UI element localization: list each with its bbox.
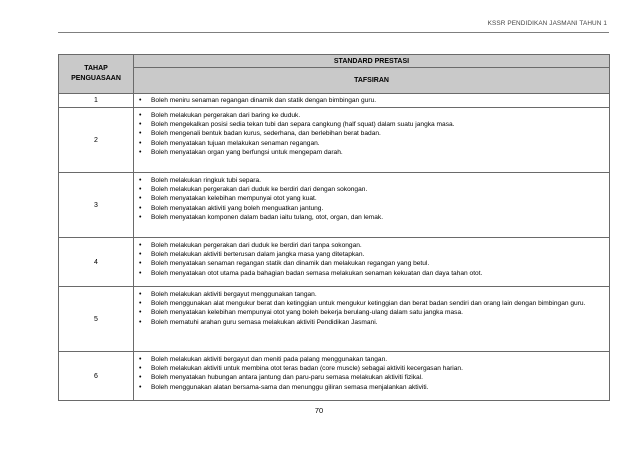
standard-prestasi-table — [58, 54, 610, 401]
description-cell — [134, 108, 610, 173]
description-cell — [134, 94, 610, 108]
description-list — [138, 96, 603, 105]
level-cell: 3 — [59, 173, 134, 238]
description-list — [138, 241, 603, 278]
description-cell — [134, 173, 610, 238]
list-item: • Boleh melakukan pergerakan dari baring ke duduk. — [138, 111, 603, 120]
list-item: • Boleh melakukan pergerakan dari duduk ke berdiri dari dengan sokongan. — [138, 185, 603, 194]
list-item: • Boleh melakukan ringkuk tubi separa. — [138, 176, 603, 185]
list-item: • Boleh menyatakan senaman regangan statik dan dinamik dan melakukan regangan yang betul. — [138, 259, 603, 268]
description-list — [138, 111, 603, 157]
column-header-standard-prestasi: STANDARD PRESTASI — [134, 55, 610, 68]
list-item: • Boleh meniru senaman regangan dinamik dan statik dengan bimbingan guru. — [138, 96, 603, 105]
table-row — [59, 108, 610, 173]
list-item: • Boleh menyatakan organ yang berfungsi untuk mengepam darah. — [138, 148, 603, 157]
list-item: • Boleh menyatakan hubungan antara jantung dan paru-paru semasa melakukan aktiviti fizikal. — [138, 373, 603, 382]
running-header: KSSR PENDIDIKAN JASMANI TAHUN 1 — [487, 20, 607, 27]
list-item: • Boleh melakukan aktiviti bergayut dan meniti pada palang menggunakan tangan. — [138, 355, 603, 364]
table-row — [59, 352, 610, 401]
list-item: • Boleh menyatakan tujuan melakukan senaman regangan. — [138, 139, 603, 148]
list-item: • Boleh mengenali bentuk badan kurus, sederhana, dan berlebihan berat badan. — [138, 129, 603, 138]
description-list — [138, 176, 603, 222]
description-cell — [134, 287, 610, 352]
header-rule — [58, 32, 609, 33]
list-item: • Boleh melakukan aktiviti untuk membina otot teras badan (core muscle) sebagai aktiviti kecergasan harian. — [138, 364, 603, 373]
list-item: • Boleh mematuhi arahan guru semasa melakukan aktiviti Pendidikan Jasmani. — [138, 318, 603, 327]
level-cell: 5 — [59, 287, 134, 352]
table-row — [59, 287, 610, 352]
list-item: • Boleh menyatakan komponen dalam badan iaitu tulang, otot, organ, dan lemak. — [138, 213, 603, 222]
page-number: 70 — [314, 406, 324, 415]
list-item: • Boleh menyatakan kelebihan mempunyai otot yang boleh bekerja berulang-ulang dalam satu jangka masa. — [138, 308, 603, 317]
table-body — [59, 94, 610, 401]
list-item: • Boleh menggunakan alatan bersama-sama dan menunggu giliran semasa menjalankan aktiviti. — [138, 383, 603, 392]
description-cell — [134, 238, 610, 287]
table-row — [59, 238, 610, 287]
column-header-tafsiran: TAFSIRAN — [134, 68, 610, 94]
list-item: • Boleh menyatakan aktiviti yang boleh menguatkan jantung. — [138, 204, 603, 213]
table-row — [59, 94, 610, 108]
list-item: • Boleh melakukan pergerakan dari duduk ke berdiri dari tanpa sokongan. — [138, 241, 603, 250]
description-list — [138, 290, 603, 327]
list-item: • Boleh melakukan aktiviti berterusan dalam jangka masa yang ditetapkan. — [138, 250, 603, 259]
level-cell: 6 — [59, 352, 134, 401]
list-item: • Boleh menyatakan otot utama pada bahagian badan semasa melakukan senaman kekuatan dan daya tahan otot. — [138, 269, 603, 278]
description-list — [138, 355, 603, 392]
list-item: • Boleh menyatakan kelebihan mempunyai otot yang kuat. — [138, 194, 603, 203]
column-header-tahap: TAHAP PENGUASAAN — [59, 55, 134, 94]
list-item: • Boleh mengekalkan posisi sedia tekan tubi dan separa cangkung (half squat) dalam suatu jangka masa. — [138, 120, 603, 129]
list-item: • Boleh melakukan aktiviti bergayut menggunakan tangan. — [138, 290, 603, 299]
level-cell: 4 — [59, 238, 134, 287]
description-cell — [134, 352, 610, 401]
level-cell: 2 — [59, 108, 134, 173]
list-item: • Boleh menggunakan alat mengukur berat dan ketinggian untuk mengukur ketinggian dan berat badan sendiri dan orang lain dengan bimbingan guru. — [138, 299, 603, 308]
level-cell: 1 — [59, 94, 134, 108]
table-row — [59, 173, 610, 238]
